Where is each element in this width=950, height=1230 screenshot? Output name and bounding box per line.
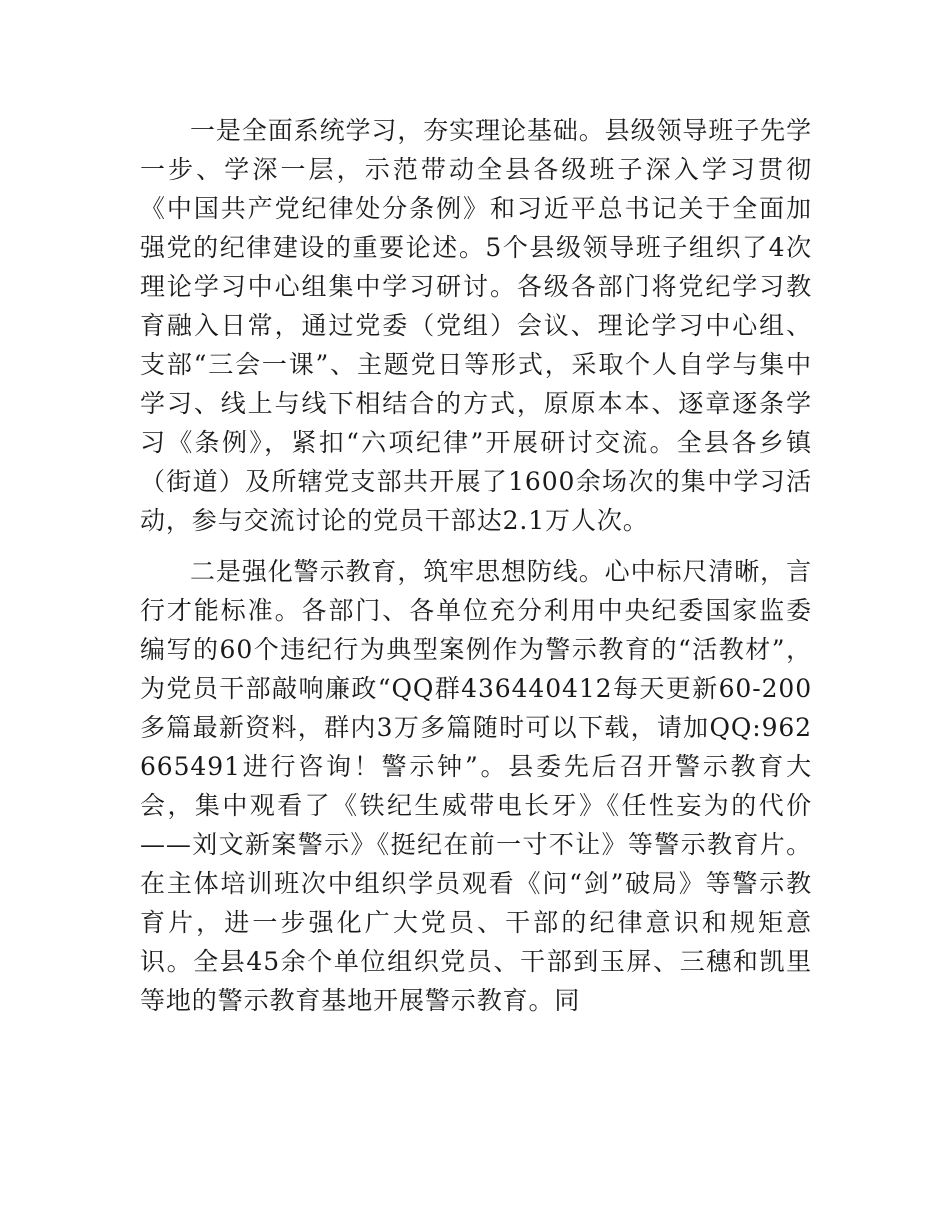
paragraph-warning-education: 二是强化警示教育，筑牢思想防线。心中标尺清晰，言行才能标准。各部门、各单位充分利用中央纪委国家监委编写的60个违纪行为典型案例作为警示教育的“活教材”，为党员干部敲响廉政“QQ群436440412每天更新60-200多篇最新资料，群内3万多篇随时可以下载，请加QQ:962665491进行咨询！警示钟”。县委先后召开警示教育大会，集中观看了《铁纪生威带电长牙》《任性妄为的代价——刘文新案警示》《挺纪在前一寸不让》等警示教育片。在主体培训班次中组织学员观看《问“剑”破局》等警示教育片，进一步强化广大党员、干部的纪律意识和规矩意识。全县45余个单位组织党员、干部到玉屏、三穗和凯里等地的警示教育基地开展警示教育。同 <box>140 557 812 1015</box>
paragraph-study: 一是全面系统学习，夯实理论基础。县级领导班子先学一步、学深一层，示范带动全县各级班子深入学习贯彻《中国共产党纪律处分条例》和习近平总书记关于全面加强党的纪律建设的重要论述。5个县级领导班子组织了4次理论学习中心组集中学习研讨。各级各部门将党纪学习教育融入日常，通过党委（党组）会议、理论学习中心组、支部“三会一课”、主题党日等形式，采取个人自学与集中学习、线上与线下相结合的方式，原原本本、逐章逐条学习《条例》，紧扣“六项纪律”开展研讨交流。全县各乡镇（街道）及所辖党支部共开展了1600余场次的集中学习活动，参与交流讨论的党员干部达2.1万人次。 <box>140 116 812 535</box>
document-body <box>140 111 812 1020</box>
